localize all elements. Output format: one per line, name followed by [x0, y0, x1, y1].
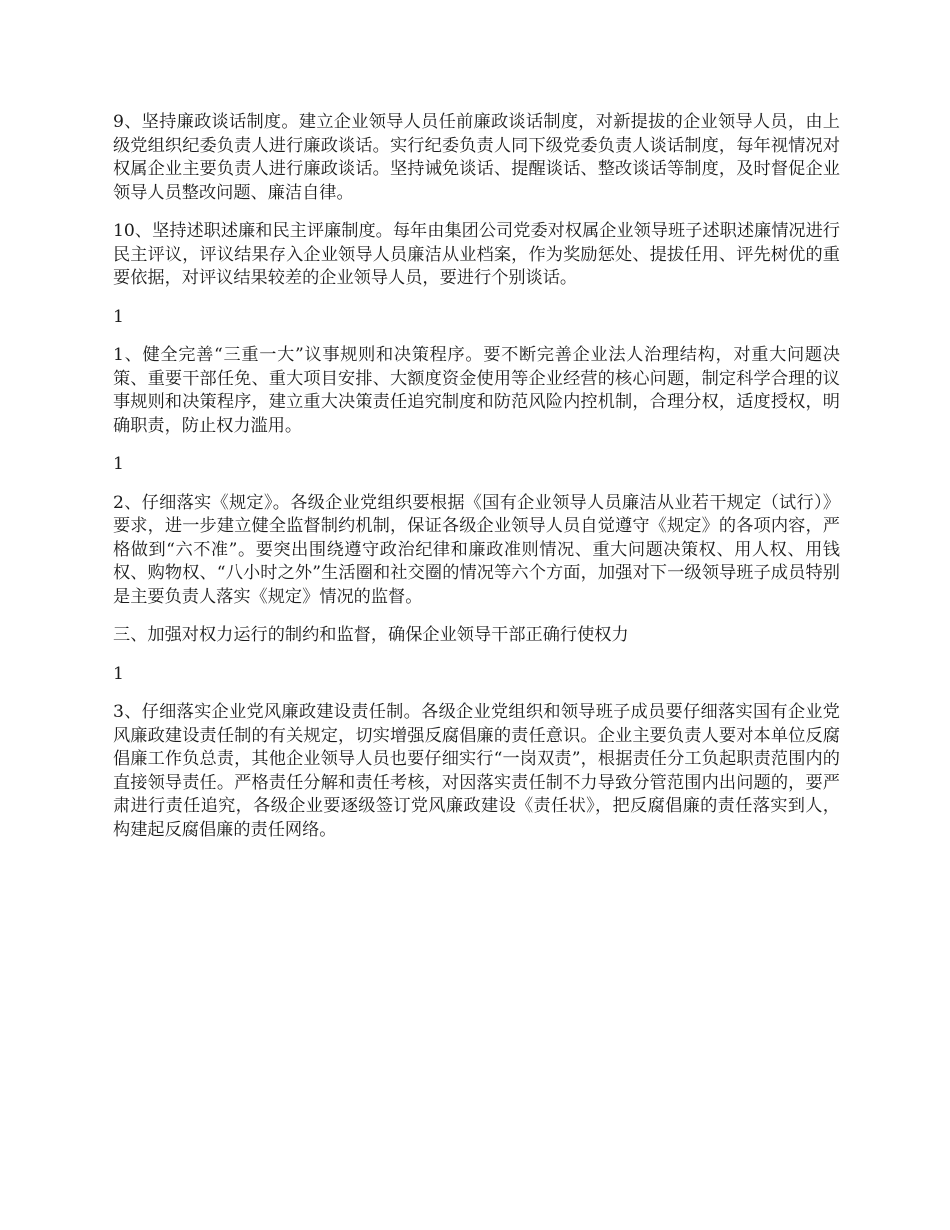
paragraph-1-decision-rules: 1、健全完善“三重一大”议事规则和决策程序。要不断完善企业法人治理结构，对重大问题决策、重要干部任免、重大项目安排、大额度资金使用等企业经营的核心问题，制定科学合理的议事规则和决策程序，建立重大决策责任追究制度和防范风险内控机制，合理分权，适度授权，明确职责，防止权力滥用。 — [113, 345, 840, 436]
paragraph-2-implement-rules: 2、仔细落实《规定》。各级企业党组织要根据《国有企业领导人员廉洁从业若干规定（试行）》要求，进一步建立健全监督制约机制，保证各级企业领导人员自觉遵守《规定》的各项内容，严格做到“六不准”。要突出围绕遵守政治纪律和廉政准则情况、重大问题决策权、用人权、用钱权、购物权、“八小时之外”生活圈和社交圈的情况等六个方面，加强对下一级领导班子成员特别是主要负责人落实《规定》情况的监督。 — [113, 492, 840, 607]
paragraph-9-talk-system: 9、坚持廉政谈话制度。建立企业领导人员任前廉政谈话制度，对新提拔的企业领导人员，由上级党组织纪委负责人进行廉政谈话。实行纪委负责人同下级党委负责人谈话制度，每年视情况对权属企业主要负责人进行廉政谈话。坚持诫免谈话、提醒谈话、整改谈话等制度，及时督促企业领导人员整改问题、廉洁自律。 — [113, 112, 840, 203]
page-number-marker: 1 — [113, 663, 124, 684]
paragraph-10-report-system: 10、坚持述职述廉和民主评廉制度。每年由集团公司党委对权属企业领导班子述职述廉情况进行民主评议，评议结果存入企业领导人员廉洁从业档案，作为奖励惩处、提拔任用、评先树优的重要依据，对评议结果较差的企业领导人员，要进行个别谈话。 — [113, 221, 840, 288]
page-number-marker: 1 — [113, 454, 124, 474]
paragraph-3-responsibility-system: 3、仔细落实企业党风廉政建设责任制。各级企业党组织和领导班子成员要仔细落实国有企业党风廉政建设责任制的有关规定，切实增强反腐倡廉的责任意识。企业主要负责人要对本单位反腐倡廉工作负总责，其他企业领导人员也要仔细实行“一岗双责”，根据责任分工负起职责范围内的直接领导责任。严格责任分解和责任考核，对因落实责任制不力导致分管范围内出问题的，要严肃进行责任追究，各级企业要逐级签订党风廉政建设《责任状》，把反腐倡廉的责任落实到人，构建起反腐倡廉的责任网络。 — [113, 702, 840, 840]
section-heading-3: 三、加强对权力运行的制约和监督，确保企业领导干部正确行使权力 — [113, 625, 629, 645]
page-number-marker: 1 — [113, 306, 124, 327]
